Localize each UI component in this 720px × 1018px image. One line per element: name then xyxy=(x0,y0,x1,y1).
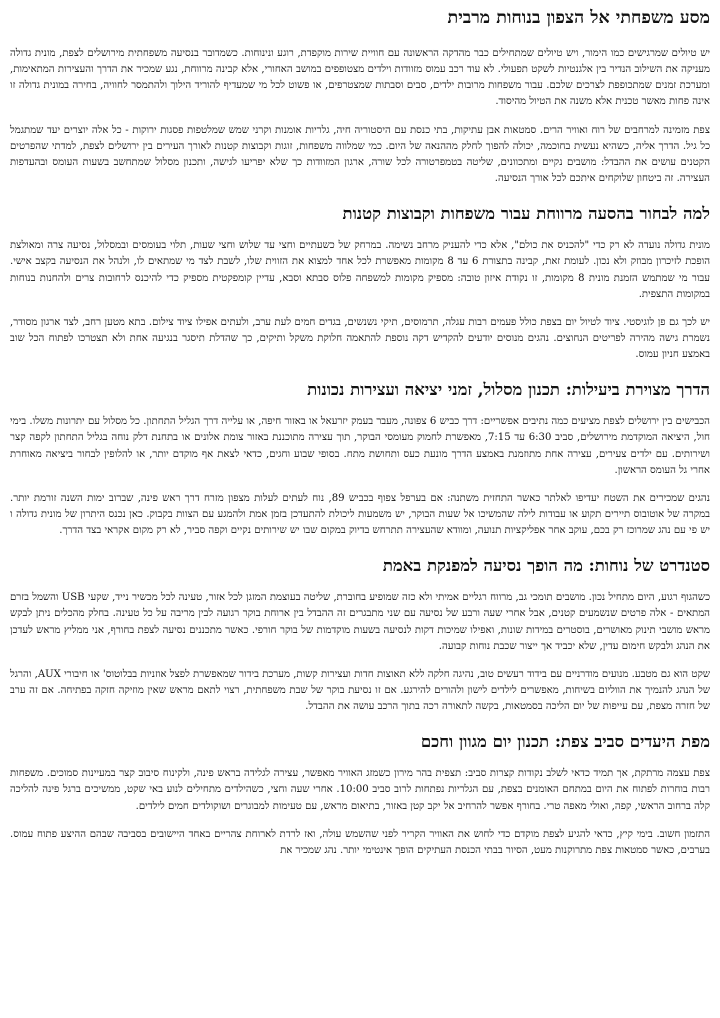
section-1-paragraph-1: מונית גדולה נועדה לא רק כדי "להכניס את כולם", אלא כדי להעניק מרחב נשימה. במרחק של כשעתיים וחצי עד שלוש וחצי שעות, תלוי בעומסים ובמסלול, נסיעה צרה ומאולצת הופכת לזיכרון מבוזק ולא נכון. לעומת זאת, קבינה בתצורת 6 עד 8 מקומות מאפשרת לכל אחד למצוא את הזווית שלו, לשבת לצד מי שמתאים לו, ולנהל את הנסיעה בקצב אישי. עבור מי שמתמש הזמנת מונית 8 מקומות, זו נקודת איזון טובה: מספיק מקומות למשפחה פלוס סבתא וסבא, עדיין קומפקטית מספיק כדי להיכנס לרחובות צרים ולהחנות בנוחות במקומות התצפית. xyxy=(10,240,711,300)
section-3-paragraph-2: שקט הוא גם מטבע. מנועים מודרניים עם בידוד רעשים טוב, נהיגה חלקה ללא תאוצות חדות ועצירות קשות, מערכת בידור שמאפשרת לפצל אוזניות בבלוטוס' או חיבורי AUX, והרגל של הנהג להנמיך את הווליום בשיחות, מאפשרים לילדים לישון ולהורים להירגע. אם זו נסיעת בוקר של שבת משפחתית, רצוי לתאם מראש שאין מוזיקה חזקה בפתיחה. אם זה ערב של חזרה מצפת, עם עייפות של יום הליכה בסמטאות, בקשה לתאורה רכה בתוך הרכב עושה את ההבדל. xyxy=(10,669,710,713)
section-4-paragraph-2: התזמון חשוב. בימי קיץ, כדאי להגיע לצפת מוקדם כדי לחוש את האוויר הקריר לפני שהשמש עולה, ואז לרדת לארוחת צהריים באחד היישובים בסביבה שבהם ההיצע פתוח עמוס. בערבים, כאשר סמטאות צפת מתרוקנות מעט, הסיור בבתי הכנסת העתיקים הופך אינטימי יותר. נהג שמכיר את xyxy=(10,828,710,857)
section-heading-why-spacious: למה לבחור בהסעה מרווחת עבור משפחות וקבוצות קטנות xyxy=(342,203,710,223)
section-4-paragraph-1: צפת עצמה מרתקת, אך תמיד כדאי לשלב נקודות קצרות סביב: תצפית בהר מירון כשמזג האוויר מאפשר, עצירה לגלידה בראש פינה, ולקינוח סיבוב קצר במעיינות סמוכים. משפחות רבות בוחרות לפתוח את היום במתחם האומנים בצפת, עם הגלריות נפתחות לרוב סביב 10:00. אחרי שעה וחצי, כשהילדים מתחילים לנוע באי שקט, ממשיכים ברגל פינה להליכה קלה ברחוב הראשי, קפה, ואולי מאפה טרי. בחורף אפשר להרחיב אל יקב קטן באזור, בתיאום מראש, עם טעימות למבוגרים ושוקולדים חמים לילדים. xyxy=(10,768,710,812)
section-heading-destinations-map: מפת היעדים סביב צפת: תכנון יום מגוון וחכם xyxy=(420,731,710,751)
section-heading-route-planning: הדרך מצוירת ביעילות: תכנון מסלול, זמני יציאה ועצירות נכונות xyxy=(307,379,710,399)
section-1-paragraph-2: יש לכך גם פן לוגיסטי. ציוד לטיול יום בצפת כולל פעמים רבות עגלה, תרמוסים, תיקי נשנשים, בגדים חמים לעת ערב, ולעתים אפילו ציוד צילום. בתא מטען רחב, לצד ארגון מסודר, נשמרת גישה מהירה לפריטים הנחוצים. נהגים מנוסים יודעים להקדיש דקה נוספת להתאמה חלוקת משקל ותיקים, כך שהדלת תיסגר בנגיעה אחת ולא תצטרכו לפתוח הכל שוב באמצע חניון עמוס. xyxy=(10,316,710,361)
intro-paragraph-1: יש טיולים שמרגישים כמו הימור, ויש טיולים שמתחילים כבר מהדקה הראשונה עם חוויית שירות מוקפדת, רוגע ונינוחות. כשמדובר בנסיעה משפחתית מירושלים לצפת, מונית גדולה מעניקה את השילוב הנדיר בין אלגנטיות לשקט תפעולי. לא עוד רכב עמוס מזוודות וילדים מצטופפים במושב האחורי, אלא קבינה מרווחת, נגע שמכיר את הדרך והעצירות המתאימות, ומערכת זמנים שמתכופפת לצרכים שלכם. עבור משפחות מרובות ילדים, סבים וסבתות שמצטרפים, או פשוט לכל מי שמעדיף להוריד הילוך ולהתמסר לחוויה, בחירה במונית גדולה זו אינה פחות מאשר טכנית אלא משנה את הטיול מהיסוד. xyxy=(10,47,710,108)
section-2-paragraph-2: נהגים שמכירים את השטח יעדיפו לאלתר כאשר התחזית משתנה: אם בערפל צפוף בכביש 89, נוח לעתים לעלות מצפון מזרח דרך ראש פינה, שברוב ימות השנה זורמת יותר. במקרה של אוטובוס תיירים תקוע או עבודות לילה שהמשיכו אל שעות הבוקר, יש משמעות ליכולת להתעדכן בזמן אמת ולהמגע עם הצוות בקבוק. כאן נכנס היתרון של מונית גדולה ו יש פי עם נהג שמרוכז רק בכם, עוקב אחר אפליקציות תנועה, ומוודא שהעצירה תתרחש בדיוק במקום שבו יש שירותים נקיים וקפה סביר, לא רק מקום אקראי בצד הדרך. xyxy=(10,492,710,537)
intro-paragraph-2: צפת מזמינה למרחבים של רוח ואוויר הרים. סמטאות אבן עתיקות, בתי כנסת עם היסטוריה חיה, גלריות אומנות וקרני שמש שמלטפות פסגות ירוקות - כל אלה יוצרים יעד שמתגמל כל גיל. הדרך אליה, כשהיא נעשית בחוכמה, יכולה להפוך לחלק מההנאה של היום. כמי שמלווה משפחות, זוגות וקבוצות קטנות לאורך העירים בין ירושלים לצפת, למדתי שהפרטים הקטנים עושים את ההבדל: מושבים נקיים ומתכוונים, שליטה בטמפרטורה לכל שורה, ארגון המזוודות כך שלא יפריעו לגישה, ותכנון מסלול שמתחשב בשעות העומס ובהעדפות העצירה. זה ביטחון שלוקחים איתכם לכל אורך הנסיעה. xyxy=(10,124,710,185)
page-title: מסע משפחתי אל הצפון בנוחות מרבית xyxy=(447,8,710,28)
section-3-paragraph-1: כשהגוף רגוע, היום מתחיל נכון. מושבים תומכי גב, מרווח רגליים אמיתי ולא כזה שמופיע בחוברת, שליטה בעוצמת המזגן לכל אזור, טעינה לכל מכשיר נייד, שקעי USB והשמל בזרם המתאים - אלה פרטים שנשמעים קטנים, אבל אחרי שעה ורבע של נסיעה עם שני מתבגרים זה ההבדל בין ארוחת בוקר רגועה לבין מריבה על כל טעינה. בחלק מהכלים ניתן לבקש מראש מושבי תינוק מאושרים, בוסטרים במידות שונות, ואפילו שמיכות דקות לנסיעה בשעות מוקדמות של בוקר חורפי. כאשר מתכננים נסיעה לצפת בחורף, אני ממליץ מראש לעדכן את הנהג ולבקש חימום עדין, שלא יכביד אך ייצור שכבת נוחות קבועה. xyxy=(10,592,711,652)
section-2-paragraph-1: הכבישים בין ירושלים לצפת מציעים כמה נתיבים אפשריים: דרך כביש 6 צפונה, מעבר בעמק יזרעאל או באזור חיפה, או עלייה דרך הגליל התחתון. כל מסלול עם יתרונות משלו. בימי חול, היציאה המוקדמת מירושלים, סביב 6:30 עד 7:15, מאפשרת לחמוק מעומסי הבוקר, תוך עצירה מתוכננת באזור צומת אלונים או בתחנת דלק נוחה בגליל התחתון לקפה קצר ושירותים. עם ילדים צעירים, עצירה אחת מתוזמנת באמצע הדרך מונעת כעס ותחושת מתח. בסופי שבוע וחגים, כדאי לצאת אף מוקדם יותר, או להלופין לבחור ביציאה מאוחרת אחרי גל העומס הראשון. xyxy=(10,416,710,476)
section-heading-comfort-standard: סטנדרט של נוחות: מה הופך נסיעה למפנקת באמת xyxy=(382,555,710,575)
